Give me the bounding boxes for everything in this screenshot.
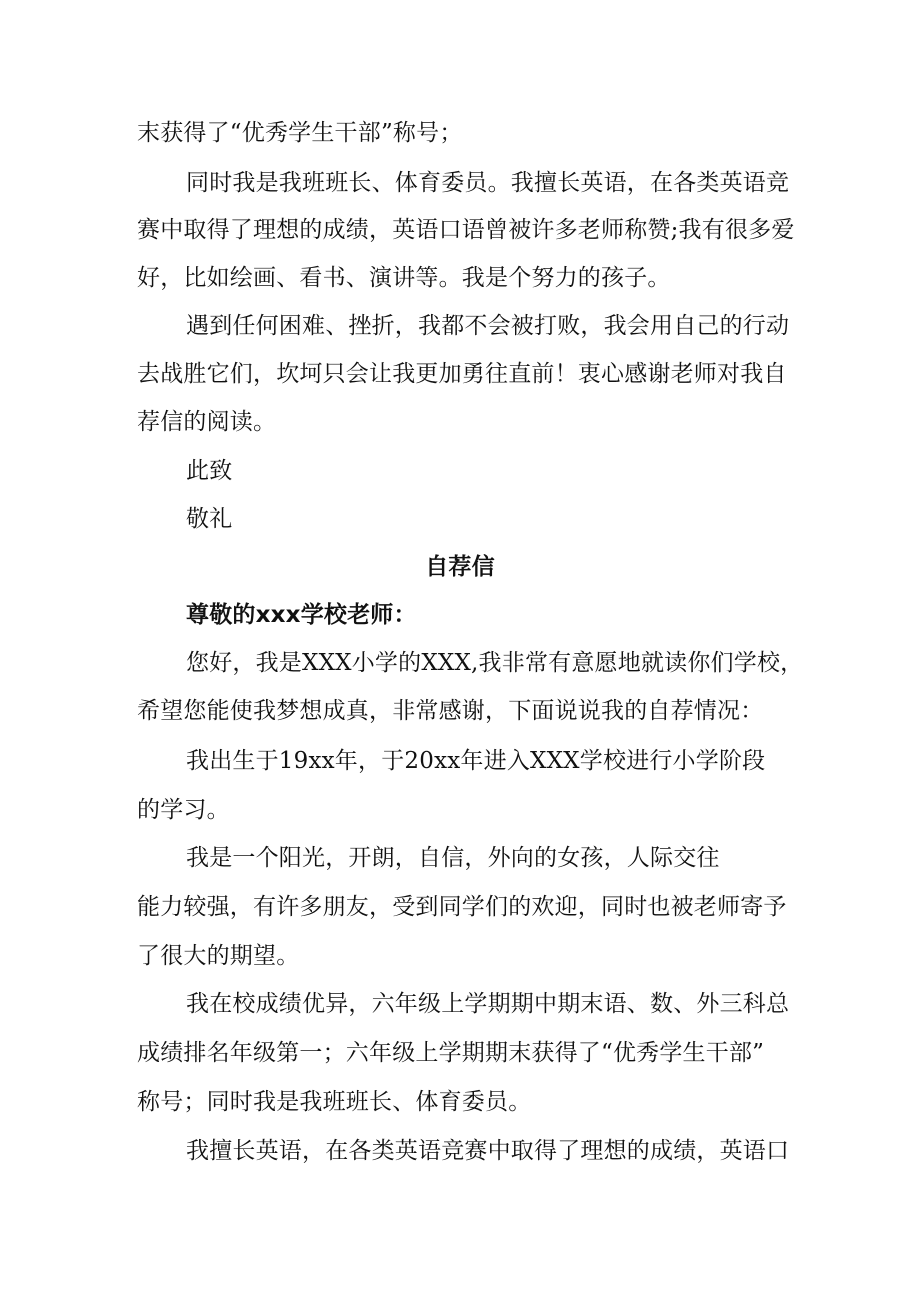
text-line: 末获得了“优秀学生干部”称号；	[137, 120, 463, 146]
text-line: 了很大的期望。	[137, 943, 300, 969]
text-line: 荐信的阅读。	[137, 409, 277, 435]
text-line: 赛中取得了理想的成绩，英语口语曾被许多老师称赞;我有很多爱	[137, 217, 795, 243]
text-line: 的学习。	[137, 797, 230, 823]
text-line: 我出生于19xx年，于20xx年进入XXX学校进行小学阶段	[186, 748, 766, 774]
text-line: 能力较强，有许多朋友，受到同学们的欢迎，同时也被老师寄予	[137, 894, 787, 920]
text-line: 我擅长英语，在各类英语竞赛中取得了理想的成绩，英语口	[186, 1138, 790, 1164]
closing-line: 此致	[186, 458, 233, 484]
text-line: 您好，我是XXX小学的XXX,我非常有意愿地就读你们学校，	[186, 650, 804, 676]
text-line: 希望您能使我梦想成真，非常感谢，下面说说我的自荐情况：	[137, 698, 764, 724]
text-line: 同时我是我班班长、体育委员。我擅长英语，在各类英语竞	[186, 170, 790, 196]
text-line: 遇到任何困难、挫折，我都不会被打败，我会用自己的行动	[186, 313, 790, 339]
text-line: 去战胜它们，坎坷只会让我更加勇往直前！衷心感谢老师对我自	[137, 361, 787, 387]
closing-line: 敬礼	[186, 506, 233, 532]
text-line: 成绩排名年级第一；六年级上学期期末获得了“优秀学生干部”	[137, 1040, 765, 1066]
text-line: 我在校成绩优异，六年级上学期期中期末语、数、外三科总	[186, 991, 790, 1017]
letter-title: 自荐信	[425, 554, 495, 580]
text-line: 称号；同时我是我班班长、体育委员。	[137, 1089, 532, 1115]
text-line: 我是一个阳光，开朗，自信，外向的女孩，人际交往	[186, 845, 720, 871]
text-line: 好，比如绘画、看书、演讲等。我是个努力的孩子。	[137, 265, 671, 291]
letter-salutation: 尊敬的xxx学校老师：	[186, 602, 417, 628]
